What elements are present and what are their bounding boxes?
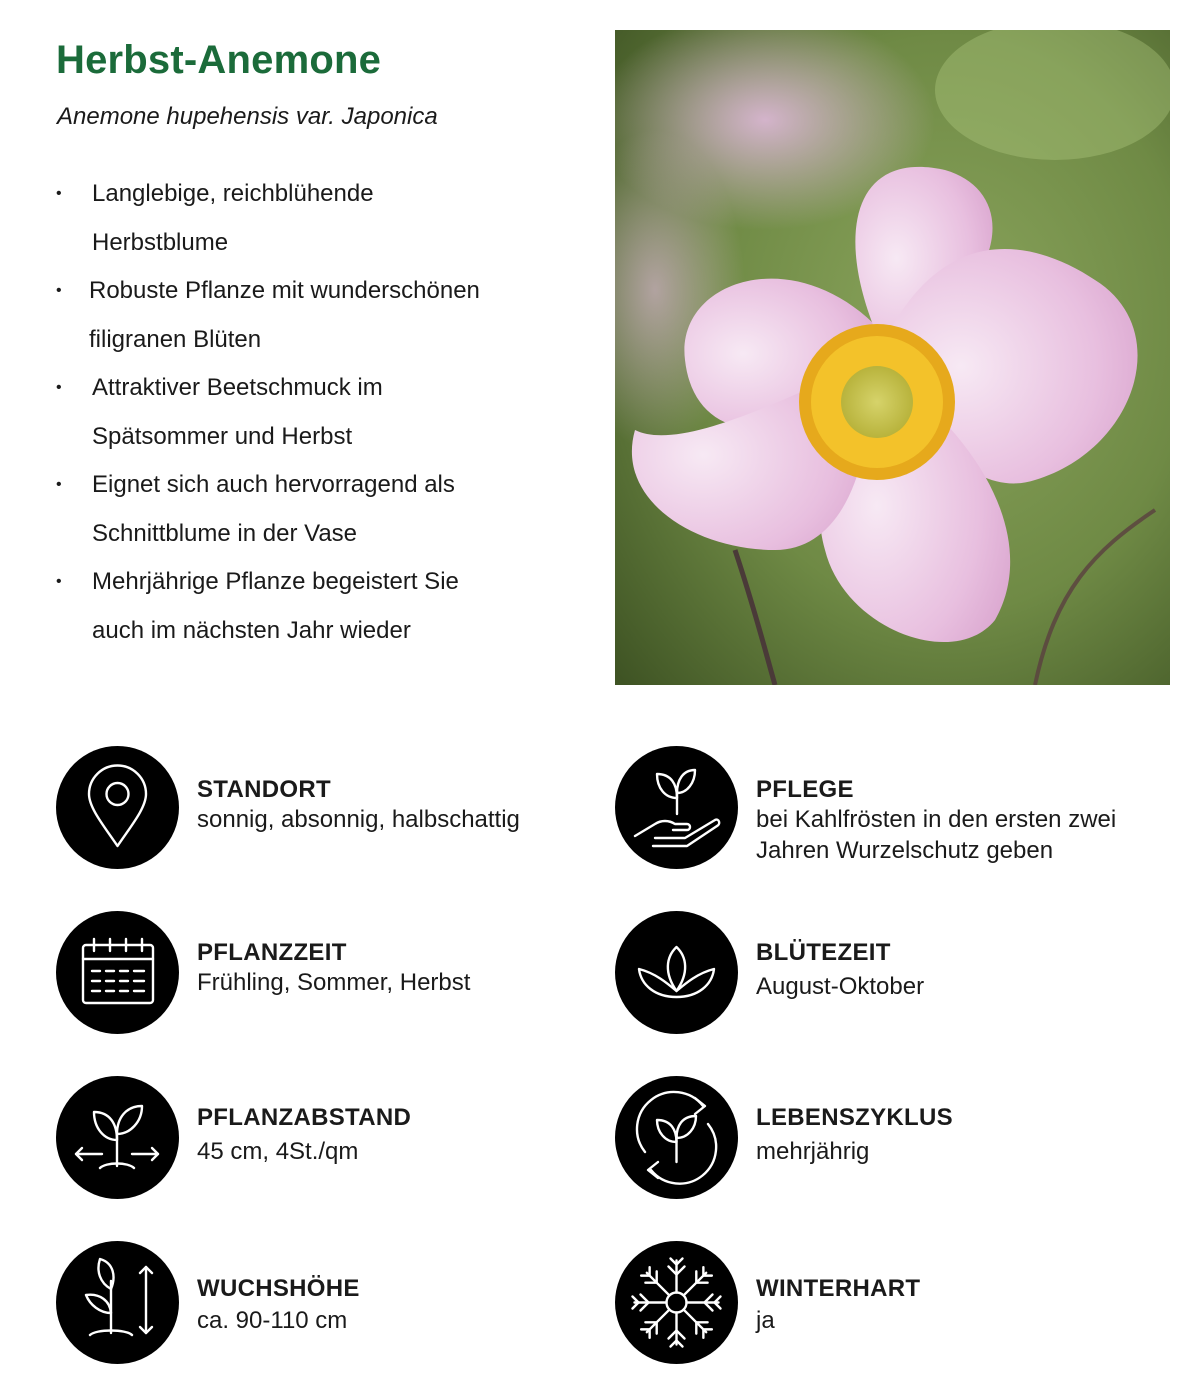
bullet-dot: • [56, 185, 62, 202]
bullet-dot: • [56, 476, 62, 493]
feature-label: WUCHSHÖHE [197, 1275, 360, 1302]
snowflake-icon [615, 1241, 738, 1364]
product-title: Herbst-Anemone [56, 38, 382, 82]
feature-label: WINTERHART [756, 1275, 921, 1302]
feature-value: ca. 90-110 cm [197, 1307, 348, 1334]
feature-value: mehrjährig [756, 1138, 870, 1165]
feature-label: PFLANZZEIT [197, 939, 347, 966]
feature-value: bei Kahlfrösten in den ersten zwei Jahren Wurzelschutz geben [756, 806, 1117, 864]
feature-lebenszyklus [615, 1076, 1175, 1200]
bullet-item: • Mehrjährige Pflanze begeistert Sie auch im nächsten Jahr wieder [52, 558, 572, 655]
feature-label: PFLANZABSTAND [197, 1104, 412, 1131]
feature-value: sonnig, absonnig, halbschattig [197, 806, 520, 833]
lotus-flower-icon [615, 911, 738, 1034]
feature-label: BLÜTEZEIT [756, 939, 891, 966]
feature-value: August-Oktober [756, 973, 925, 1000]
feature-value: Frühling, Sommer, Herbst [197, 969, 471, 996]
bullet-item: • Langlebige, reichblühende Herbstblume [52, 170, 572, 267]
feature-value: 45 cm, 4St./qm [197, 1138, 359, 1165]
plant-spacing-icon [56, 1076, 179, 1199]
bullet-dot: • [56, 573, 62, 590]
bullet-item: • Eignet sich auch hervorragend als Schnittblume in der Vase [52, 461, 572, 558]
feature-pflege [615, 746, 1175, 870]
location-pin-icon [56, 746, 179, 869]
bullet-dot: • [56, 379, 62, 396]
feature-label: PFLEGE [756, 776, 854, 803]
hand-sprout-icon [615, 746, 738, 869]
feature-label: STANDORT [197, 776, 331, 803]
calendar-icon [56, 911, 179, 1034]
bullet-item: • Robuste Pflanze mit wunderschönen filigranen Blüten [52, 267, 572, 364]
feature-winterhart [615, 1241, 1175, 1365]
feature-bluetezeit [615, 911, 1175, 1035]
feature-bullet-list [52, 170, 572, 655]
botanical-name: Anemone hupehensis var. Japonica [57, 103, 438, 130]
plant-cycle-icon [615, 1076, 738, 1199]
feature-label: LEBENSZYKLUS [756, 1104, 953, 1131]
plant-height-icon [56, 1241, 179, 1364]
feature-standort [56, 746, 616, 870]
anemone-flower-photo [615, 30, 1170, 685]
feature-value: ja [756, 1307, 775, 1334]
feature-wuchshoehe [56, 1241, 616, 1365]
bullet-item: • Attraktiver Beetschmuck im Spätsommer und Herbst [52, 364, 572, 461]
feature-pflanzzeit [56, 911, 616, 1035]
bullet-dot: • [56, 282, 62, 299]
feature-pflanzabstand [56, 1076, 616, 1200]
